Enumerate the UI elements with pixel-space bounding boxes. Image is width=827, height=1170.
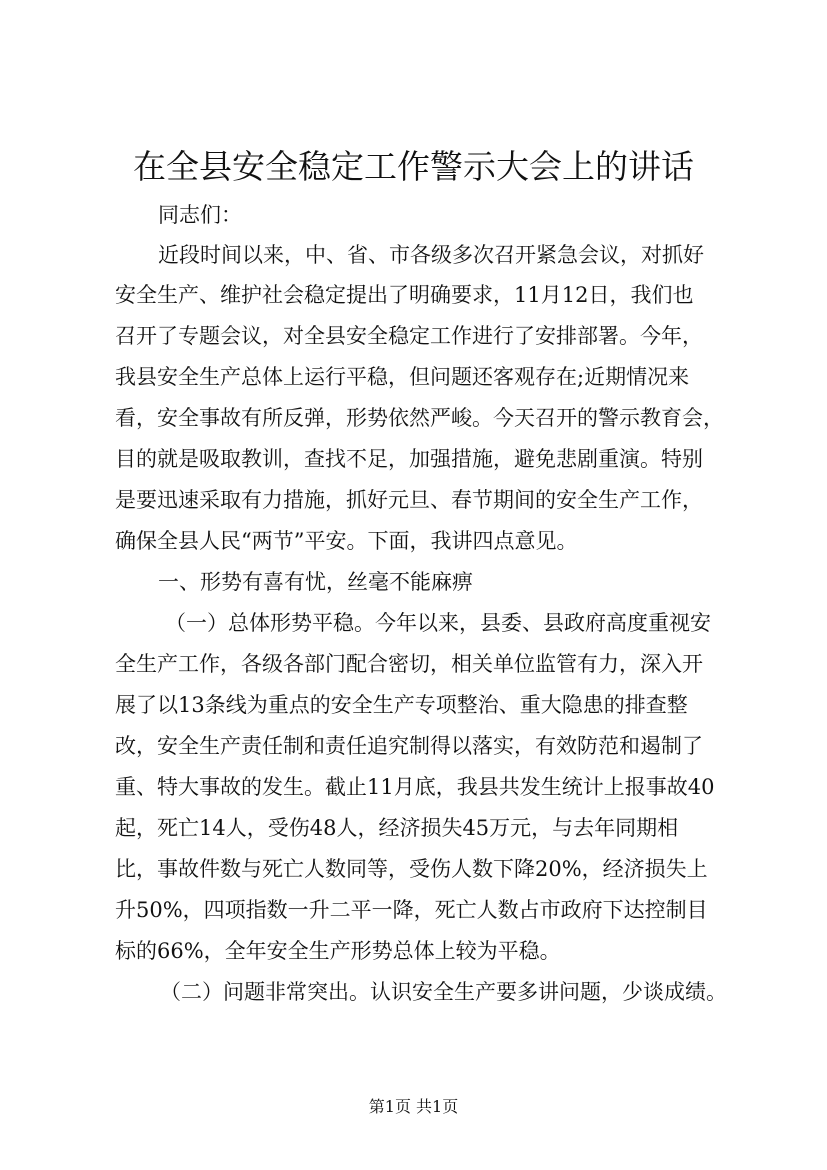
paragraph-line: 重、特大事故的发生。截止11月底，我县共发生统计上报事故40 [115, 775, 715, 799]
paragraph-line: 近段时间以来，中、省、市各级多次召开紧急会议，对抓好 [158, 243, 704, 267]
paragraph-line: 标的66%，全年安全生产形势总体上较为平稳。 [115, 939, 561, 963]
paragraph-line: 看，安全事故有所反弹，形势依然严峻。今天召开的警示教育会， [115, 406, 724, 430]
paragraph-line: （一）总体形势平稳。今年以来，县委、县政府高度重视安 [165, 611, 711, 635]
paragraph-line: 起，死亡14人，受伤48人，经济损失45万元，与去年同期相 [115, 816, 679, 840]
document-title: 在全县安全稳定工作警示大会上的讲话 [133, 147, 694, 186]
paragraph-line: 确保全县人民“两节”平安。下面，我讲四点意见。 [115, 529, 578, 553]
page-number-footer: 第1页 共1页 [368, 1097, 459, 1116]
paragraph-line: 比，事故件数与死亡人数同等，受伤人数下降20%，经济损失上 [115, 857, 708, 881]
paragraph-line: 全生产工作，各级各部门配合密切，相关单位监管有力，深入开 [115, 652, 703, 676]
paragraph-line: 升50%，四项指数一升二平一降，死亡人数占市政府下达控制目 [115, 898, 708, 922]
paragraph-line: 我县安全生产总体上运行平稳，但问题还客观存在;近期情况来 [115, 365, 690, 389]
paragraph-line: 召开了专题会议，对全县安全稳定工作进行了安排部署。今年， [115, 324, 703, 348]
salutation: 同志们： [158, 203, 242, 227]
paragraph-line: 目的就是吸取教训，查找不足，加强措施，避免悲剧重演。特别 [115, 447, 703, 471]
paragraph-line: 是要迅速采取有力措施，抓好元旦、春节期间的安全生产工作， [115, 488, 703, 512]
paragraph-line: 改，安全生产责任制和责任追究制得以落实，有效防范和遏制了 [115, 734, 703, 758]
section-heading: 一、形势有喜有忧，丝毫不能麻痹 [158, 570, 473, 594]
paragraph-line: 安全生产、维护社会稳定提出了明确要求，11月12日，我们也 [115, 283, 694, 307]
paragraph-line: 展了以13条线为重点的安全生产专项整治、重大隐患的排查整 [115, 693, 688, 717]
paragraph-line: （二）问题非常突出。认识安全生产要多讲问题，少谈成绩。 [160, 980, 727, 1004]
